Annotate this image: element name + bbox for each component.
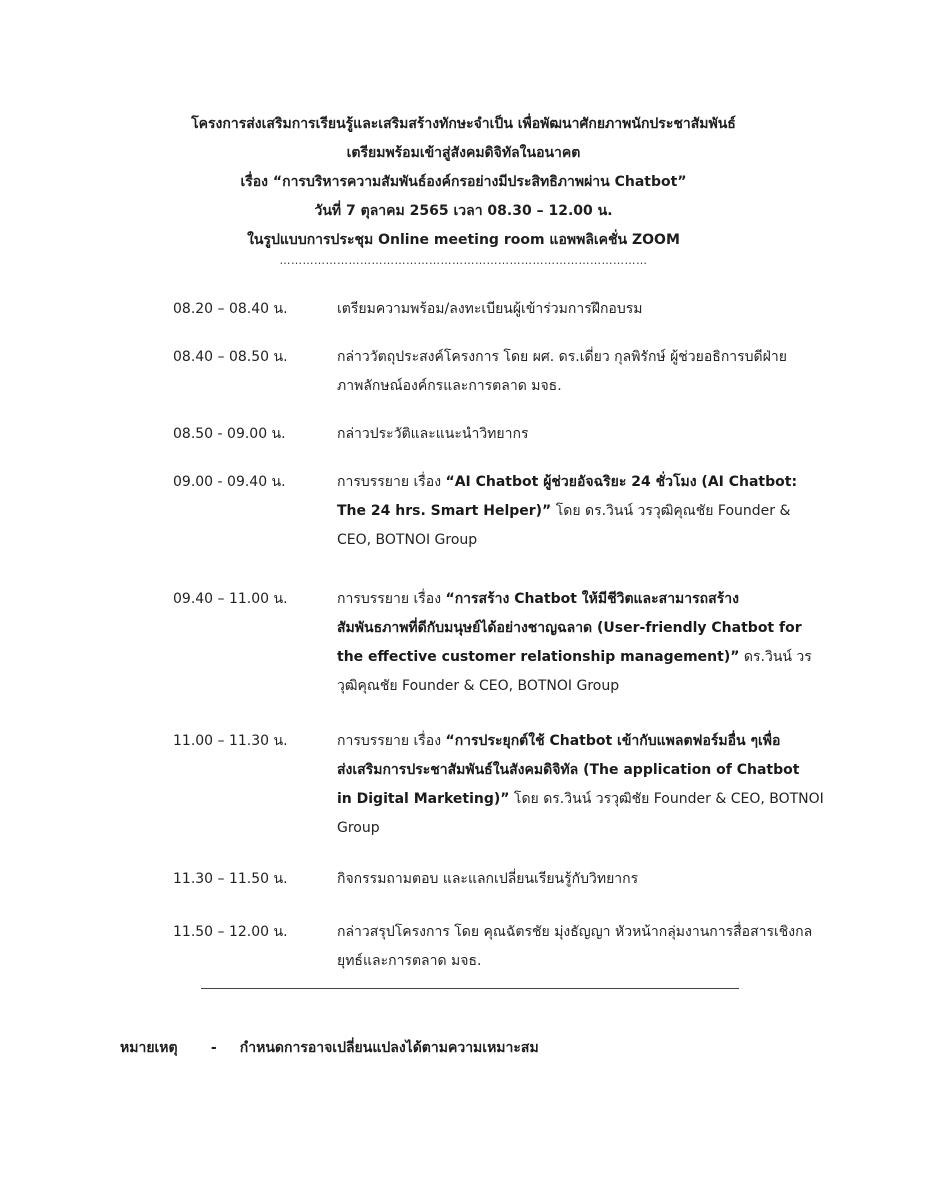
- event-format: ในรูปแบบการประชุม Online meeting room แอพพลิเคชั่น ZOOM: [247, 232, 680, 248]
- document-header: [0, 110, 927, 269]
- schedule-time: 11.30 – 11.50 น.: [173, 871, 288, 887]
- text-segment: กล่าวประวัติและแนะนำวิทยากร: [337, 426, 529, 442]
- text-segment: Group: [337, 820, 380, 836]
- description-line: [337, 756, 837, 785]
- project-title: โครงการส่งเสริมการเรียนรู้และเสริมสร้างทักษะจำเป็น เพื่อพัฒนาศักยภาพนักประชาสัมพันธ์: [191, 116, 736, 132]
- event-date: วันที่ 7 ตุลาคม 2565 เวลา 08.30 – 12.00 น.: [314, 203, 613, 219]
- text-segment: ดร.วินน์ วร: [739, 649, 812, 665]
- text-segment: CEO, BOTNOI Group: [337, 532, 478, 548]
- text-segment: กิจกรรมถามตอบ และแลกเปลี่ยนเรียนรู้กับวิทยากร: [337, 871, 639, 887]
- description-line: [337, 295, 837, 324]
- text-segment: กล่าวสรุปโครงการ โดย คุณฉัตรชัย มุ่งธัญญา หัวหน้ากลุ่มงานการสื่อสารเชิงกล: [337, 924, 813, 940]
- description-line: [337, 420, 837, 449]
- text-segment: โดย ดร.วินน์ วรวุฒิคุณชัย Founder &: [551, 503, 791, 519]
- text-segment: วุฒิคุณชัย Founder & CEO, BOTNOI Group: [337, 678, 620, 694]
- schedule-description: [337, 865, 837, 894]
- bold-text: in Digital Marketing)”: [337, 791, 510, 807]
- description-line: [337, 865, 837, 894]
- text-segment: การบรรยาย เรื่อง: [337, 733, 446, 749]
- description-line: [337, 947, 837, 976]
- schedule-description: [337, 420, 837, 449]
- bold-text: “การสร้าง Chatbot ให้มีชีวิตและสามารถสร้าง: [445, 591, 739, 607]
- description-line: [337, 468, 837, 497]
- description-line: [337, 585, 837, 614]
- description-line: [337, 643, 837, 672]
- description-line: [337, 727, 837, 756]
- text-segment: การบรรยาย เรื่อง: [337, 591, 446, 607]
- description-line: [337, 372, 837, 401]
- bold-text: “AI Chatbot ผู้ช่วยอัจฉริยะ 24 ชั่วโมง (AI Chatbot:: [445, 474, 798, 490]
- description-line: [337, 918, 837, 947]
- bold-text: สัมพันธภาพที่ดีกับมนุษย์ได้อย่างชาญฉลาด (User-friendly Chatbot for: [337, 620, 802, 636]
- description-line: [337, 343, 837, 372]
- note-text: กำหนดการอาจเปลี่ยนแปลงได้ตามความเหมาะสม: [239, 1040, 539, 1056]
- schedule-description: [337, 727, 837, 843]
- bold-text: the effective customer relationship management)”: [337, 649, 740, 665]
- schedule-time: 09.00 - 09.40 น.: [173, 474, 286, 490]
- text-segment: การบรรยาย เรื่อง: [337, 474, 446, 490]
- text-segment: กล่าววัตถุประสงค์โครงการ โดย ผศ. ดร.เดี่ยว กุลพิรักษ์ ผู้ช่วยอธิการบดีฝ่าย: [337, 349, 787, 365]
- schedule-time: 11.00 – 11.30 น.: [173, 733, 288, 749]
- description-line: [337, 785, 837, 814]
- dotted-separator: ……………………………………………………………………………………: [279, 254, 648, 267]
- schedule-description: [337, 343, 837, 401]
- schedule-time: 08.20 – 08.40 น.: [173, 301, 288, 317]
- text-segment: ภาพลักษณ์องค์กรและการตลาด มจธ.: [337, 378, 562, 394]
- footnote: [120, 1036, 539, 1060]
- bold-text: The 24 hrs. Smart Helper)”: [337, 503, 552, 519]
- note-dash: -: [210, 1040, 217, 1056]
- description-line: [337, 814, 837, 843]
- schedule-time: 08.50 - 09.00 น.: [173, 426, 286, 442]
- horizontal-rule: [201, 988, 739, 989]
- description-line: [337, 497, 837, 526]
- text-segment: ยุทธ์และการตลาด มจธ.: [337, 953, 482, 969]
- schedule-time: 09.40 – 11.00 น.: [173, 591, 288, 607]
- note-label: หมายเหตุ: [120, 1040, 178, 1056]
- schedule-description: [337, 468, 837, 555]
- project-subtitle: เตรียมพร้อมเข้าสู่สังคมดิจิทัลในอนาคต: [346, 145, 581, 161]
- text-segment: เตรียมความพร้อม/ลงทะเบียนผู้เข้าร่วมการฝึกอบรม: [337, 301, 643, 317]
- description-line: [337, 672, 837, 701]
- topic-title: เรื่อง “การบริหารความสัมพันธ์องค์กรอย่างมีประสิทธิภาพผ่าน Chatbot”: [240, 174, 687, 190]
- schedule-description: [337, 295, 837, 324]
- schedule-time: 08.40 – 08.50 น.: [173, 349, 288, 365]
- bold-text: “การประยุกต์ใช้ Chatbot เข้ากับแพลตฟอร์มอื่น ๆเพื่อ: [445, 733, 781, 749]
- schedule-description: [337, 585, 837, 701]
- description-line: [337, 526, 837, 555]
- text-segment: โดย ดร.วินน์ วรวุฒิชัย Founder & CEO, BOTNOI: [509, 791, 824, 807]
- bold-text: ส่งเสริมการประชาสัมพันธ์ในสังคมดิจิทัล (The application of Chatbot: [337, 762, 800, 778]
- description-line: [337, 614, 837, 643]
- schedule-time: 11.50 – 12.00 น.: [173, 924, 288, 940]
- schedule-description: [337, 918, 837, 976]
